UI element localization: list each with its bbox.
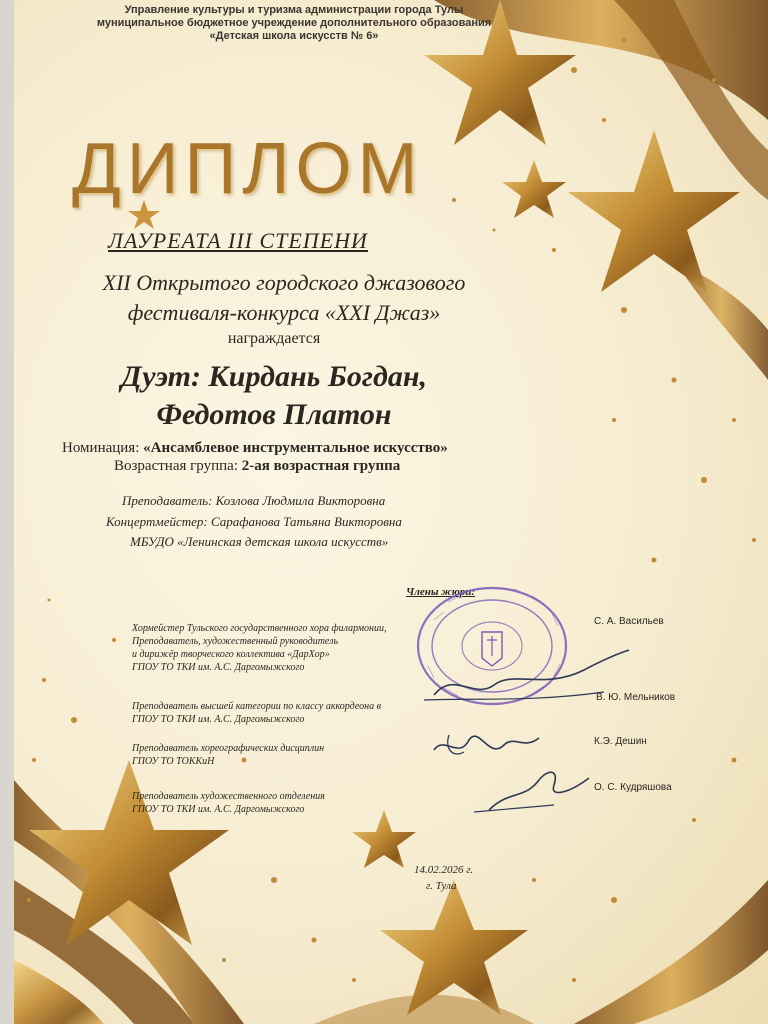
jury-role-4-line-2: ГПОУ ТО ТКИ им. А.С. Даргомыжского [132,804,305,815]
awarded-text: награждается [227,330,321,347]
header-line-3: «Детская школа искусств № 6» [209,30,379,42]
jury-role-2-line-2: ГПОУ ТО ТКИ им. А.С. Даргомыжского [132,714,305,725]
jury-name-2: В. Ю. Мельников [596,692,676,703]
jury-name-4: О. С. Кудряшова [594,782,672,793]
jury-signatures [414,640,644,830]
award-date: 14.02.2026 г. [414,864,474,876]
jury-role-4 [132,790,325,816]
header-line-1: Управление культуры и туризма администрации города Тулы [124,4,464,16]
nomination-row [62,440,448,457]
jury-role-2-line-1: Преподаватель высшей категории по классу аккордеона в [132,701,381,712]
age-group-label: Возрастная группа: [114,458,238,474]
jury-role-1 [132,622,387,674]
school-line: МБУДО «Ленинская детская школа искусств» [130,534,389,549]
festival-line-2: фестиваля-конкурса «XXI Джаз» [127,300,441,325]
jury-role-3-line-1: Преподаватель хореографических дисциплин [132,743,325,754]
jury-name-1: С. А. Васильев [594,616,664,627]
nomination-value: «Ансамблевое инструментальное искусство» [143,440,448,456]
accompanist-line: Концертмейстер: Сарафанова Татьяна Викторовна [106,514,402,529]
jury-role-1-line-4: ГПОУ ТО ТКИ им. А.С. Даргомыжского [132,662,305,673]
recipient-line-1: Дуэт: Кирдань Богдан, [121,360,427,393]
age-group-value: 2-ая возрастная группа [241,458,401,474]
header-line-2: муниципальное бюджетное учреждение дополнительного образования [96,17,492,29]
jury-role-3-line-2: ГПОУ ТО ТОККиН [132,756,215,767]
award-city: г. Тула [426,880,457,892]
recipient-line-2: Федотов Платон [156,398,392,431]
nomination-label: Номинация: [62,440,140,456]
age-group-row [114,458,400,475]
jury-role-1-line-3: и дирижёр творческого коллектива «ДарХор» [132,649,330,660]
jury-name-3: К.Э. Дешин [594,736,647,747]
jury-role-1-line-2: Преподаватель, художественный руководитель [132,636,339,647]
festival-line-1: XII Открытого городского джазового [102,270,466,295]
jury-role-3 [132,742,324,768]
diploma-title: ДИПЛОМ [72,129,424,209]
teacher-line: Преподаватель: Козлова Людмила Викторовна [122,493,386,508]
jury-role-1-line-1: Хормейстер Тульского государственного хора филармонии, [132,623,387,634]
jury-role-4-line-1: Преподаватель художественного отделения [132,791,325,802]
jury-heading: Члены жюри: [406,586,476,598]
diploma-sheet [14,0,768,1024]
jury-role-2 [132,700,381,726]
degree-heading: ЛАУРЕАТА III СТЕПЕНИ [108,228,368,253]
